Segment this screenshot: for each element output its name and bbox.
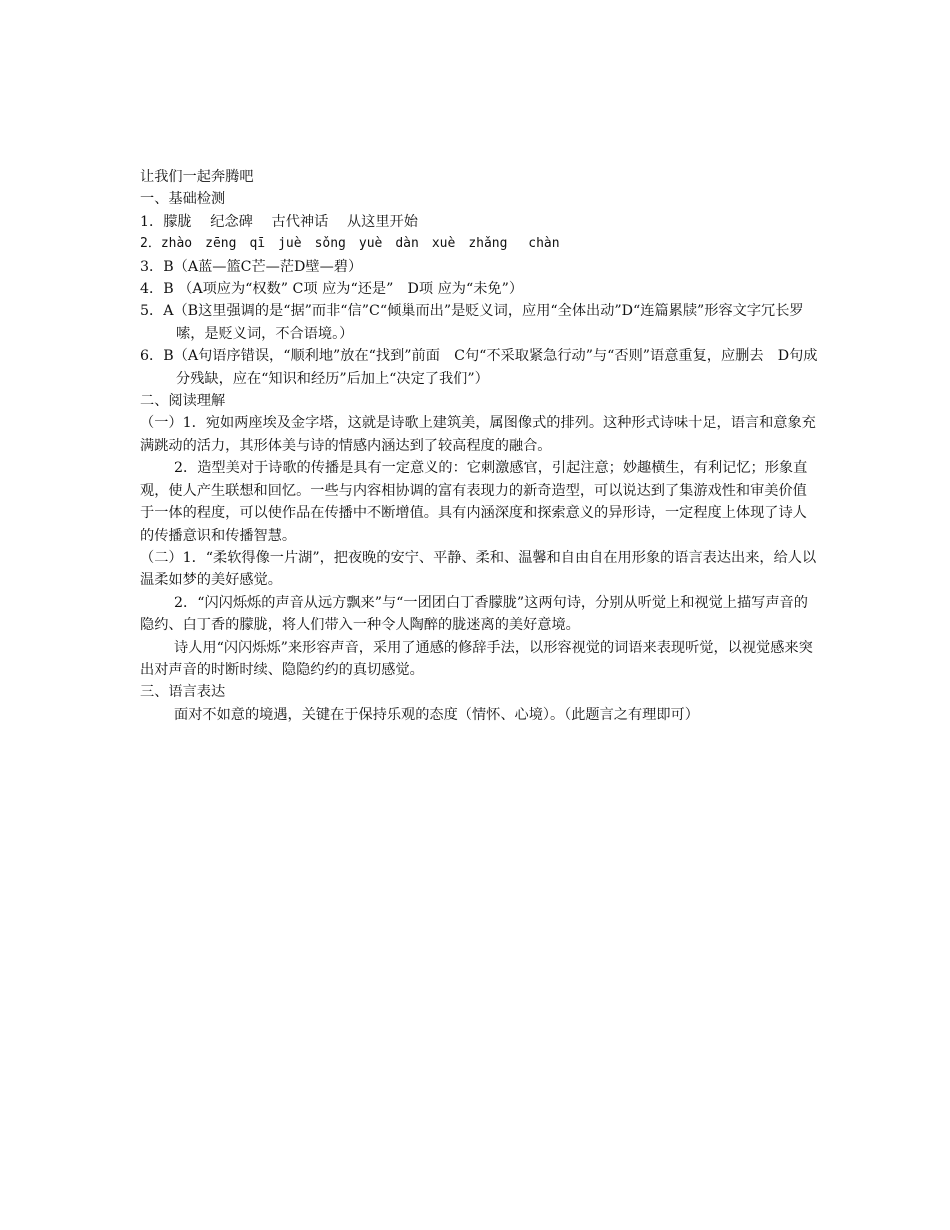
reading-answer-2-2: 2．“闪闪烁烁的声音从远方飘来”与“一团团白丁香朦胧”这两句诗，分别从听觉上和视觉上描写声音的隐约、白丁香的朦胧，将人们带入一种令人陶醉的胧迷离的美好意境。	[140, 594, 808, 634]
section-2-heading: 二、阅读理解	[140, 393, 226, 410]
answer-3: 3．B（A蓝—篮C芒—茫D壁—碧）	[140, 258, 363, 275]
reading-answer-2-2-extra: 诗人用“闪闪烁烁”来形容声音，采用了通感的修辞手法，以形容视觉的词语来表现听觉，以视觉感来突出对声音的时断时续、隐隐约约的真切感觉。	[140, 639, 813, 678]
answer-1: 1．朦胧 纪念碑 古代神话 从这里开始	[140, 213, 418, 230]
answer-document	[140, 166, 820, 726]
document-title: 让我们一起奔腾吧	[140, 169, 254, 185]
reading-answer-1-1: （一）1．宛如两座埃及金字塔，这就是诗歌上建筑美，属图像式的排列。这种形式诗味十足，语言和意象充满跳动的活力，其形体美与诗的情感内涵达到了较高程度的融合。	[140, 415, 816, 454]
section-3-heading: 三、语言表达	[140, 684, 226, 701]
answer-4: 4．B （A项应为“权数” C项 应为“还是” D项 应为“未免”）	[140, 281, 524, 298]
section-1-heading: 一、基础检测	[140, 191, 226, 208]
answer-5: 5．A（B这里强调的是“据”而非“信”C“倾巢而出”是贬义词，应用“全体出动”D“连篇累牍”形容文字冗长罗嗦，是贬义词，不合语境。）	[140, 303, 804, 342]
reading-answer-1-2: 2．造型美对于诗歌的传播是具有一定意义的：它刺激感官，引起注意；妙趣横生，有利记忆；形象直观，使人产生联想和回忆。一些与内容相协调的富有表现力的新奇造型，可以说达到了集游戏性和审美价值于一体的程度，可以使作品在传播中不断增值。具有内涵深度和探索意义的异形诗，一定程度上体现了诗人的传播意识和传播智慧。	[140, 460, 808, 544]
expression-answer: 面对不如意的境遇，关键在于保持乐观的态度（情怀、心境）。（此题言之有理即可）	[174, 706, 699, 723]
answer-6: 6．B（A句语序错误，“顺利地”放在“找到”前面 C句“不采取紧急行动”与“否则”语意重复，应删去 D句成分残缺，应在“知识和经历”后加上“决定了我们”）	[140, 348, 818, 387]
answer-2-pinyin: 2．zhào zēng qī juè sǒng yuè dàn xuè zhǎng chàn	[140, 236, 560, 252]
reading-answer-2-1: （二）1．“柔软得像一片湖”，把夜晚的安宁、平静、柔和、温馨和自由自在用形象的语言表达出来，给人以温柔如梦的美好感觉。	[140, 549, 817, 589]
